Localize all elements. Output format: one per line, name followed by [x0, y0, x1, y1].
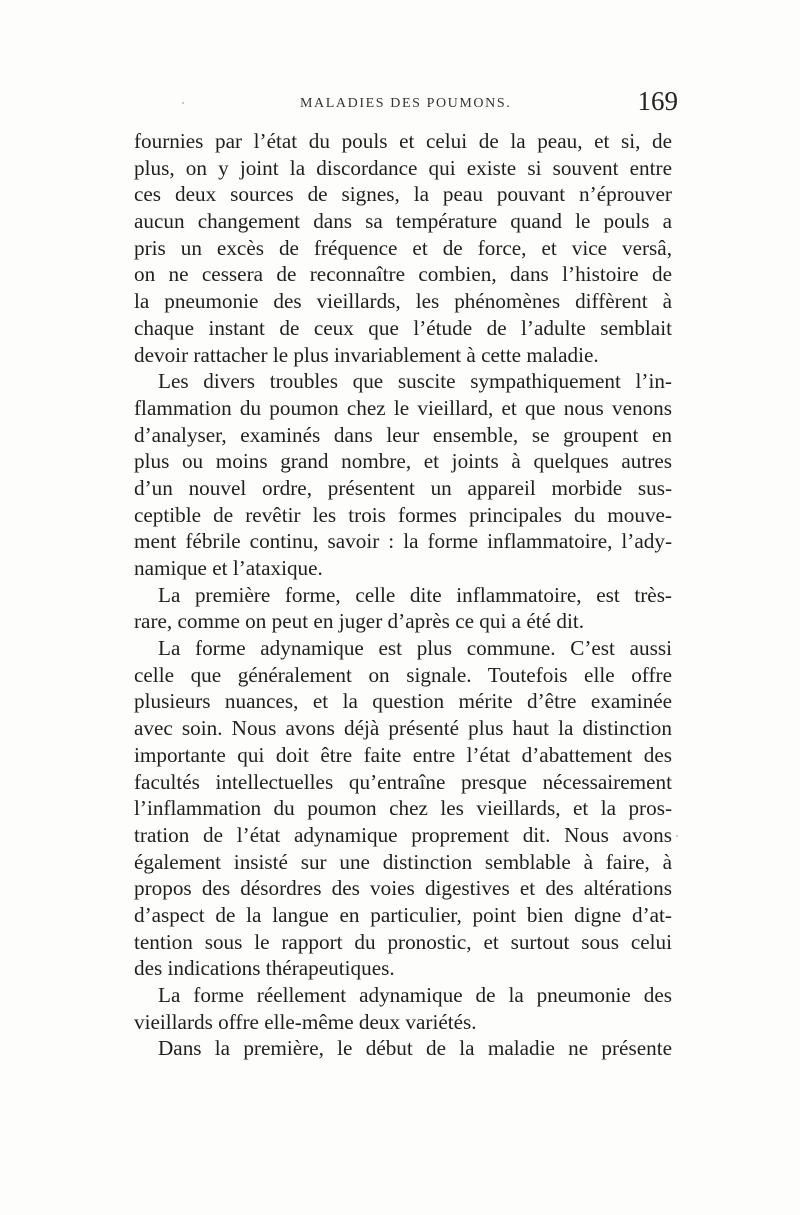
text-line: namique et l’ataxique. [134, 556, 323, 580]
body-text [134, 128, 672, 1062]
text-line: d’un nouvel ordre, présentent un appareil morbide sus- [134, 475, 672, 500]
text-line: l’inflammation du poumon chez les vieillards, et la pros- [134, 796, 672, 821]
text-line: tention sous le rapport du pronostic, et surtout sous celui [134, 929, 672, 954]
text-line: plus, on y joint la discordance qui existe si souvent entre [134, 155, 672, 180]
text-line: d’aspect de la langue en particulier, point bien digne d’at- [134, 902, 672, 927]
text-line: aucun changement dans sa température quand le pouls a [134, 209, 672, 234]
scan-speck [182, 102, 184, 104]
text-line: également insisté sur une distinction semblable à faire, à [134, 849, 672, 874]
text-line: la pneumonie des vieillards, les phénomènes diffèrent à [134, 289, 672, 314]
text-line: facultés intellectuelles qu’entraîne presque nécessairement [134, 769, 672, 794]
paragraph-first-line: La forme adynamique est plus commune. C’est aussi [158, 636, 672, 661]
text-line: rare, comme on peut en juger d’après ce qui a été dit. [134, 609, 585, 634]
page-header [132, 86, 684, 116]
text-line: on ne cessera de reconnaître combien, dans l’histoire de [134, 262, 672, 287]
text-line: ment fébrile continu, savoir : la forme inflammatoire, l’ady- [134, 529, 672, 554]
paragraph-first-line: La forme réellement adynamique de la pneumonie des [158, 983, 672, 1007]
text-line: tration de l’état adynamique proprement dit. Nous avons [134, 822, 672, 847]
page-number: 169 [637, 86, 678, 116]
text-line: flammation du poumon chez le vieillard, et que nous venons [134, 395, 672, 420]
paragraph-first-line: La première forme, celle dite inflammatoire, est très- [158, 582, 672, 607]
text-line: vieillards offre elle-même deux variétés. [134, 1009, 477, 1034]
text-line: chaque instant de ceux que l’étude de l’adulte semblait [134, 315, 672, 340]
text-line: plusieurs nuances, et la question mérite d’être examinée [134, 689, 672, 714]
text-line: importante qui doit être faite entre l’état d’abattement des [134, 742, 672, 767]
text-line: plus ou moins grand nombre, et joints à quelques autres [134, 449, 672, 474]
text-line: devoir rattacher le plus invariablement à cette maladie. [134, 342, 599, 367]
paragraph-first-line: Dans la première, le début de la maladie ne présente [158, 1036, 672, 1061]
text-line: des indications thérapeutiques. [134, 956, 395, 981]
text-line: fournies par l’état du pouls et celui de la peau, et si, de [134, 129, 672, 153]
text-line: avec soin. Nous avons déjà présenté plus haut la distinction [134, 716, 672, 741]
text-line: propos des désordres des voies digestives et des altérations [134, 876, 672, 901]
text-line: pris un excès de fréquence et de force, et vice versâ, [134, 235, 672, 260]
text-line: celle que généralement on signale. Toutefois elle offre [134, 662, 672, 687]
text-line: ceptible de revêtir les trois formes principales du mouve- [134, 502, 672, 527]
running-head: MALADIES DES POUMONS. [300, 96, 512, 111]
scan-speck [676, 835, 678, 837]
paragraph-first-line: Les divers troubles que suscite sympathiquement l’in- [158, 369, 672, 394]
text-line: d’analyser, examinés dans leur ensemble, se groupent en [134, 422, 672, 447]
text-line: ces deux sources de signes, la peau pouvant n’éprouver [134, 182, 672, 207]
